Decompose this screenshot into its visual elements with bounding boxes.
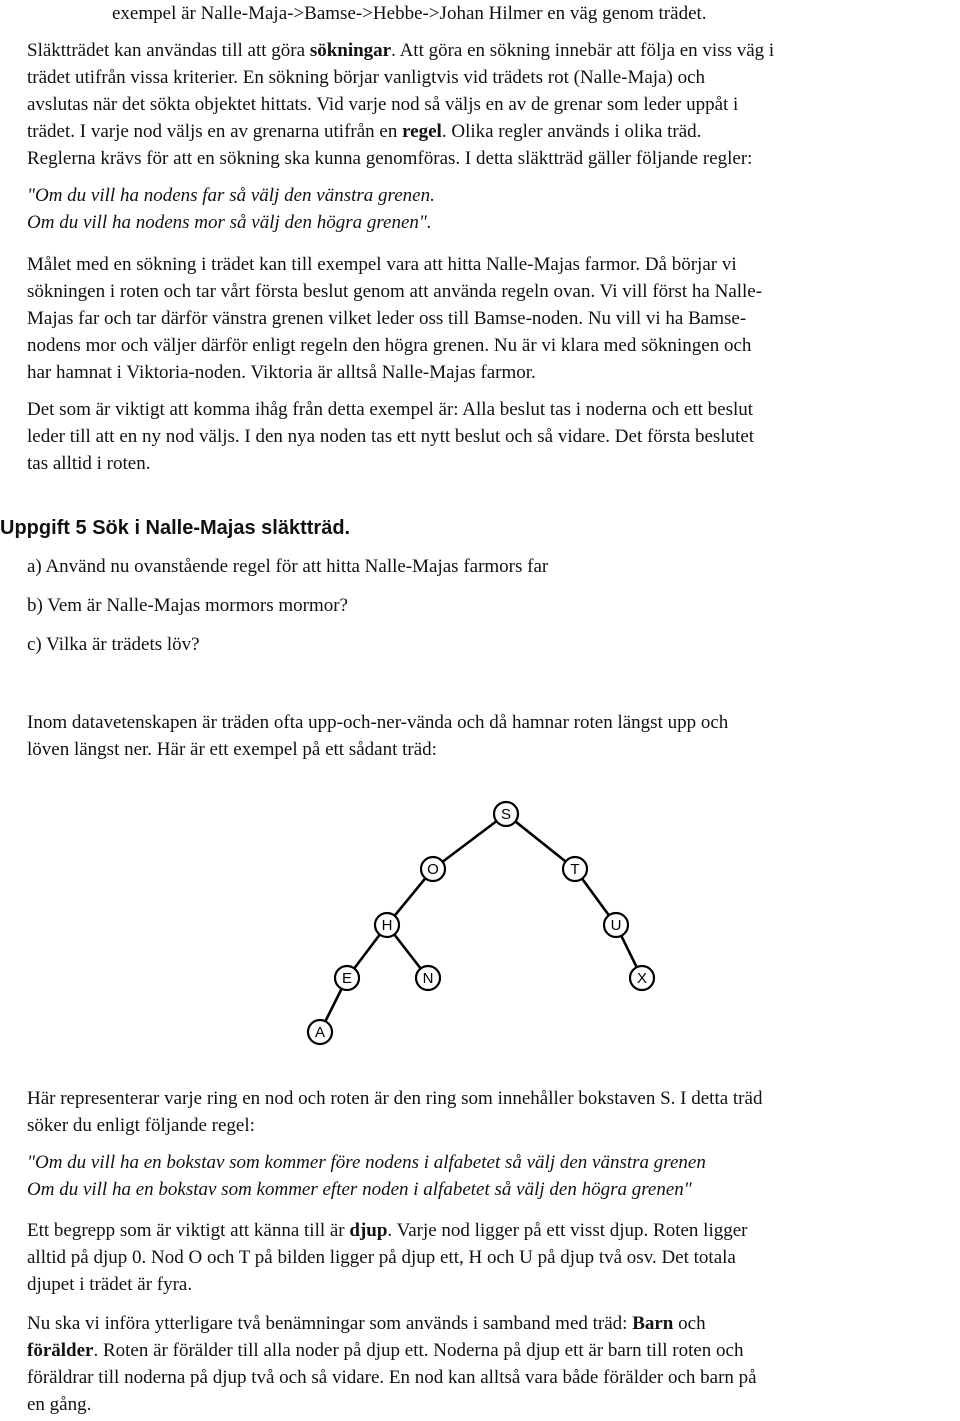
tree-node-label: A — [314, 1024, 326, 1041]
text-run: har hamnat i Viktoria-noden. Viktoria är alltså Nalle-Majas farmor. — [27, 362, 536, 383]
italic-text: "Om du vill ha en bokstav som kommer före nodens i alfabetet så välj den vänstra grenen — [27, 1152, 706, 1173]
text-run: trädet. I varje nod väljs en av grenarna utifrån en — [27, 121, 403, 142]
text-line — [27, 182, 435, 209]
italic-text: Om du vill ha en bokstav som kommer efter noden i alfabetet så välj den högra grenen" — [27, 1179, 692, 1200]
text-line — [27, 450, 150, 477]
text-line — [27, 1244, 736, 1271]
text-line — [27, 1391, 91, 1418]
text-line — [27, 251, 737, 278]
text-run: . Varje nod ligger på ett visst djup. Roten ligger — [387, 1220, 748, 1241]
text-line — [27, 91, 738, 118]
text-run: och — [673, 1313, 706, 1334]
tree-node-label: S — [500, 806, 512, 823]
bold-term: djup — [349, 1220, 388, 1241]
text-line — [112, 0, 707, 27]
text-run: c) Vilka är trädets löv? — [27, 634, 200, 655]
section-heading: Uppgift 5 Sök i Nalle-Majas släktträd. — [0, 517, 351, 539]
text-line — [27, 118, 701, 145]
text-run: . Roten är förälder till alla noder på djup ett. Noderna på djup ett är barn till roten och — [93, 1340, 744, 1361]
text-line — [27, 423, 754, 450]
tree-node-label: X — [636, 970, 648, 987]
tree-node-label: E — [341, 970, 353, 987]
text-run: leder till att en ny nod väljs. I den nya noden tas ett nytt beslut och så vidare. Det första beslutet — [27, 426, 755, 447]
text-run: trädet utifrån vissa kriterier. En sökning börjar vanligtvis vid trädets rot (Nalle-Maja) och — [27, 67, 705, 88]
text-run: Nu ska vi införa ytterligare två benämningar som används i samband med träd: — [27, 1313, 633, 1334]
tree-edge-s-t — [506, 814, 575, 869]
text-line — [27, 1364, 757, 1391]
text-line — [27, 396, 753, 423]
text-line — [27, 1337, 743, 1364]
text-line — [27, 64, 705, 91]
binary-search-tree-diagram — [295, 792, 675, 1052]
tree-node-n — [416, 966, 440, 990]
tree-node-label: N — [422, 970, 434, 987]
tree-edge-s-o — [433, 814, 506, 869]
text-line — [27, 209, 432, 236]
bold-term: förälder — [27, 1340, 94, 1361]
text-run: a) Använd nu ovanstående regel för att hitta Nalle-Majas farmors far — [27, 556, 549, 577]
text-run: alltid på djup 0. Nod O och T på bilden ligger på djup ett, H och U på djup två osv. Det totala — [27, 1247, 736, 1268]
bold-term: regel — [402, 121, 442, 142]
text-run: en gång. — [27, 1394, 92, 1415]
italic-text: "Om du vill ha nodens far så välj den vänstra grenen. — [27, 185, 435, 206]
text-line — [27, 709, 728, 736]
text-line — [27, 359, 536, 386]
text-line — [27, 631, 200, 658]
text-run: avslutas när det sökta objektet hittats. Vid varje nod så väljs en av de grenar som leder uppåt i — [27, 94, 739, 115]
text-line — [27, 1310, 706, 1337]
text-run: . Att göra en sökning innebär att följa en viss väg i — [391, 40, 775, 61]
tree-node-label: U — [610, 917, 622, 934]
text-line — [27, 278, 762, 305]
tree-node-u — [604, 913, 628, 937]
text-line — [27, 305, 746, 332]
text-run: söker du enligt följande regel: — [27, 1115, 255, 1136]
text-run: föräldrar till noderna på djup två och så vidare. En nod kan alltså vara både förälder och barn på — [27, 1367, 757, 1388]
text-run: exempel är Nalle-Maja->Bamse->Hebbe->Johan Hilmer en väg genom trädet. — [112, 3, 707, 24]
text-line — [27, 1112, 255, 1139]
text-line — [27, 37, 774, 64]
text-run: Det som är viktigt att komma ihåg från detta exempel är: Alla beslut tas i noderna och ett beslut — [27, 399, 754, 420]
tree-node-h — [375, 913, 399, 937]
text-run: Reglerna krävs för att en sökning ska kunna genomföras. I detta släktträd gäller följande regler: — [27, 148, 753, 169]
bold-term: Barn — [632, 1313, 674, 1334]
text-run: b) Vem är Nalle-Majas mormors mormor? — [27, 595, 348, 616]
text-line — [27, 1217, 748, 1244]
text-line — [27, 553, 548, 580]
text-line — [27, 332, 751, 359]
text-line — [27, 1085, 762, 1112]
text-line — [27, 1271, 192, 1298]
text-run: Majas far och tar därför vänstra grenen vilket leder oss till Bamse-noden. Nu vill vi ha Bamse- — [27, 308, 747, 329]
text-run: Målet med en sökning i trädet kan till exempel vara att hitta Nalle-Majas farmor. Då börjar vi — [27, 254, 737, 275]
text-line — [27, 145, 752, 172]
text-line — [27, 1176, 692, 1203]
tree-node-e — [335, 966, 359, 990]
text-line — [27, 592, 348, 619]
text-run: Släktträdet kan användas till att göra — [27, 40, 310, 61]
bold-term: sökningar — [309, 40, 392, 61]
text-run: löven längst ner. Här är ett exempel på ett sådant träd: — [27, 739, 437, 760]
text-run: sökningen i roten och tar vårt första beslut genom att använda regeln ovan. Vi vill först ha Nalle- — [27, 281, 763, 302]
text-run: Ett begrepp som är viktigt att känna till är — [27, 1220, 350, 1241]
tree-node-a — [308, 1020, 332, 1044]
tree-node-o — [421, 857, 445, 881]
tree-node-label: O — [427, 861, 439, 878]
text-run: . Olika regler används i olika träd. — [441, 121, 702, 142]
text-run: Inom datavetenskapen är träden ofta upp-och-ner-vända och då hamnar roten längst upp och — [27, 712, 729, 733]
tree-node-label: T — [570, 861, 580, 878]
tree-node-label: H — [381, 917, 393, 934]
tree-node-x — [630, 966, 654, 990]
tree-node-s — [494, 802, 518, 826]
text-line — [27, 736, 437, 763]
italic-text: Om du vill ha nodens mor så välj den högra grenen". — [27, 212, 432, 233]
text-run: tas alltid i roten. — [27, 453, 151, 474]
text-line — [27, 1149, 706, 1176]
tree-node-t — [563, 857, 587, 881]
text-run: djupet i trädet är fyra. — [27, 1274, 193, 1295]
text-run: Här representerar varje ring en nod och roten är den ring som innehåller bokstaven S. I detta träd — [27, 1088, 763, 1109]
text-run: nodens mor och väljer därför enligt regeln den högra grenen. Nu är vi klara med sökningen och — [27, 335, 752, 356]
